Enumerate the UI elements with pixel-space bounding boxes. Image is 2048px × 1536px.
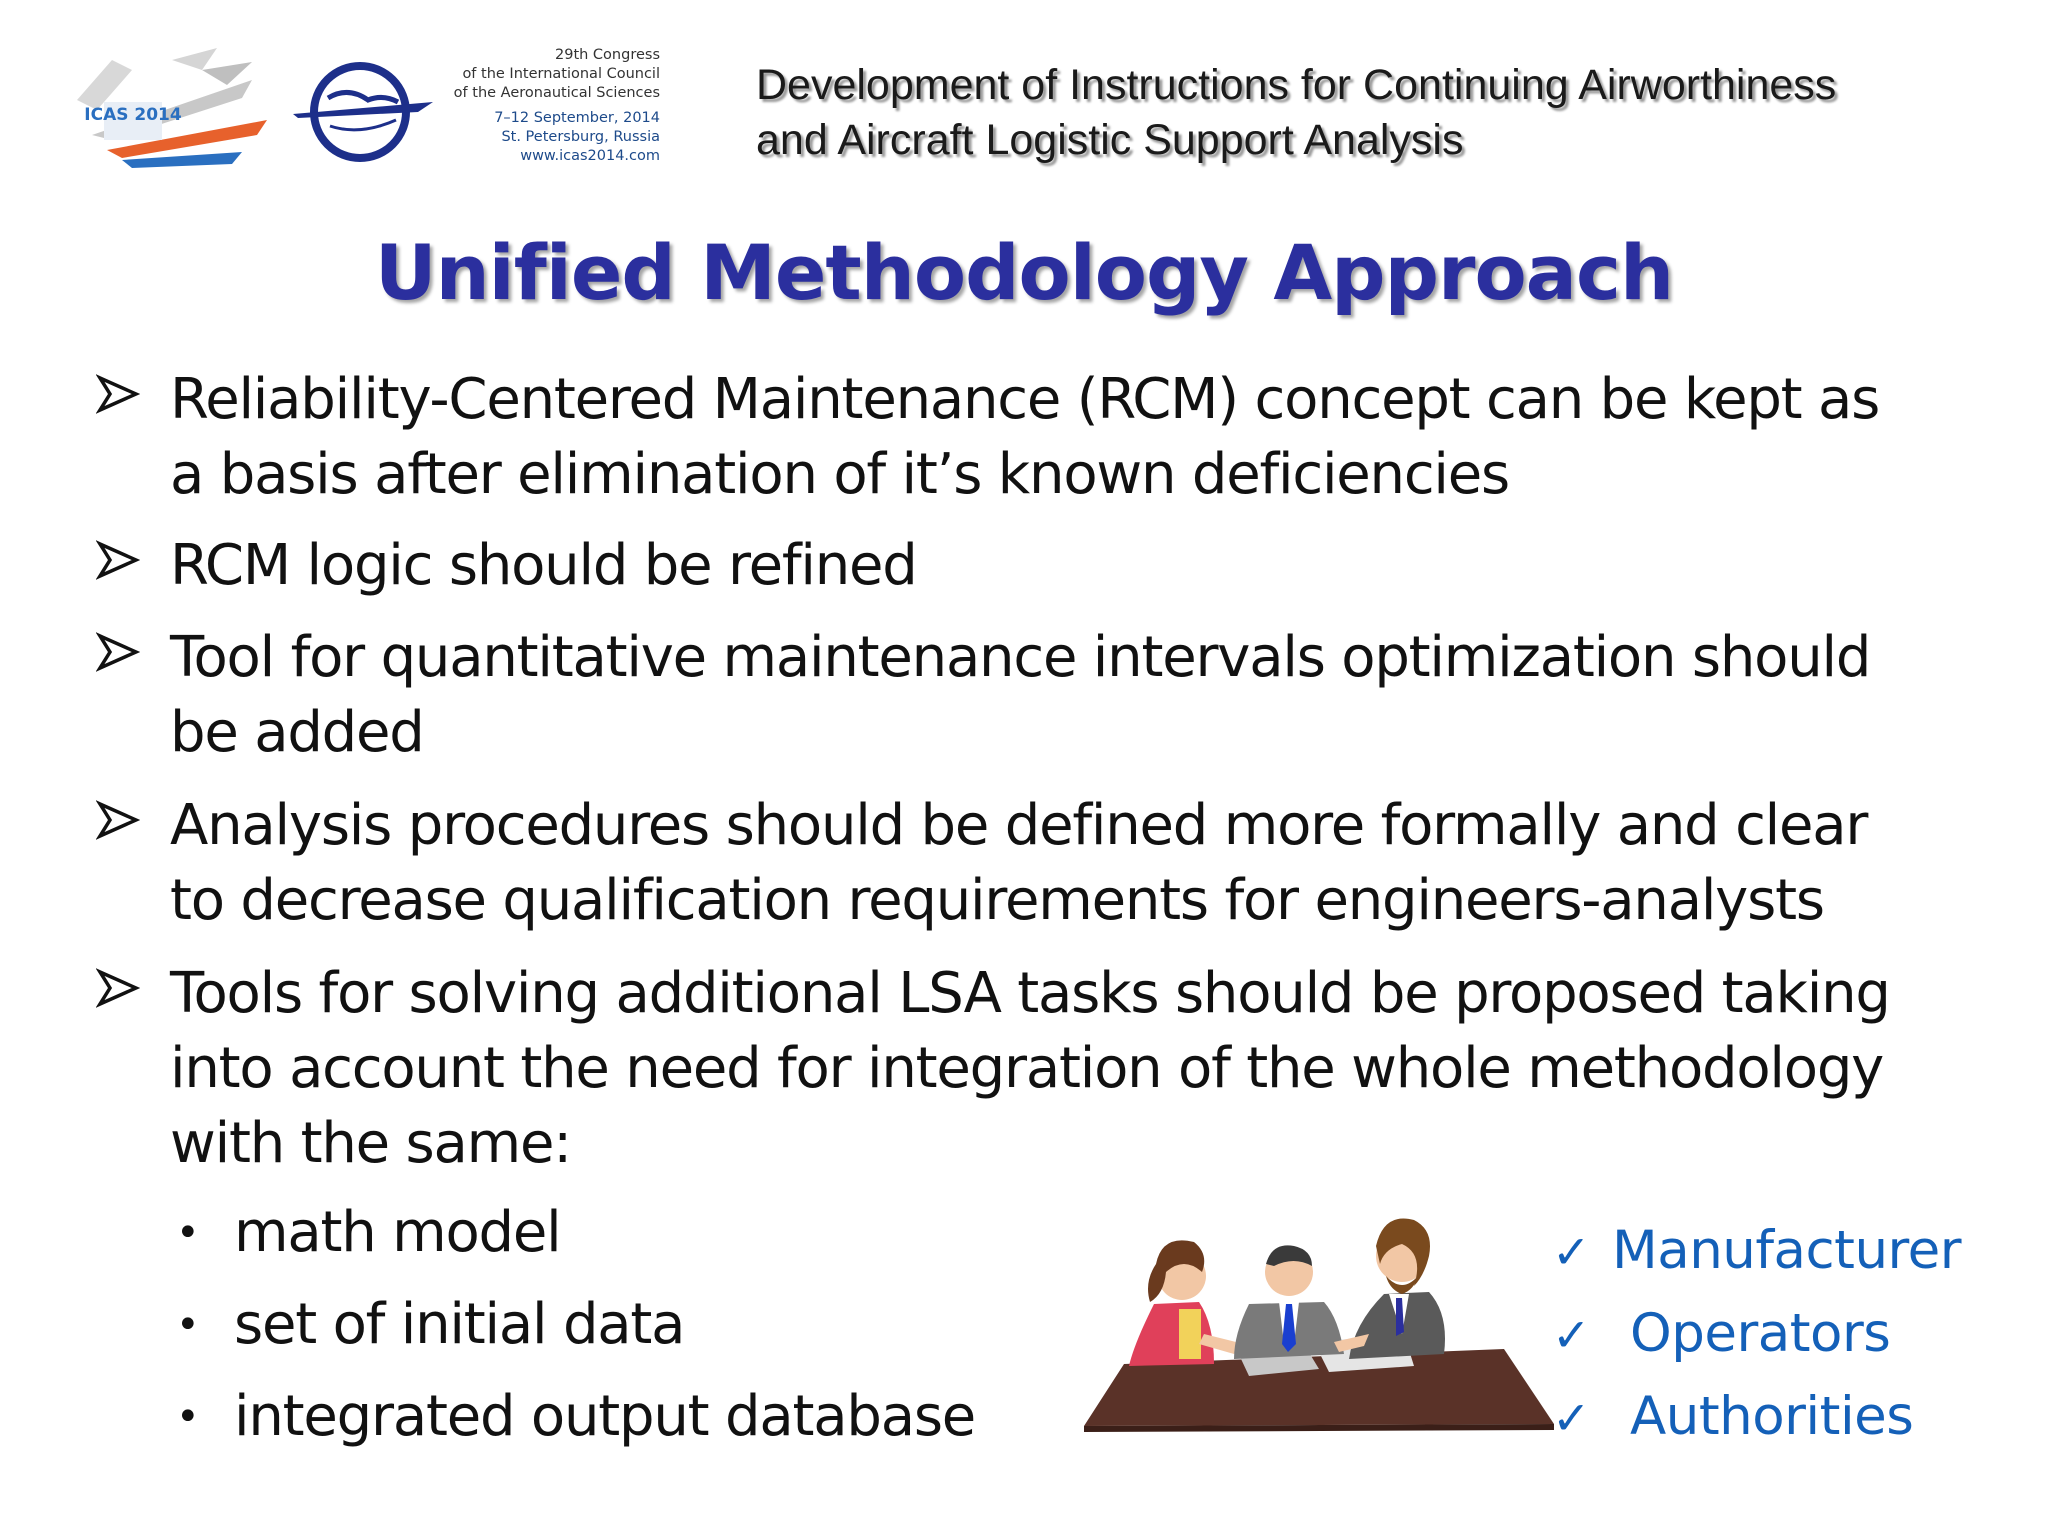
header-title-line2: and Aircraft Logistic Support Analysis xyxy=(756,116,1464,164)
congress-line: of the Aeronautical Sciences xyxy=(453,85,660,101)
dot-bullet-icon: • xyxy=(176,1210,199,1256)
arrow-bullet-icon xyxy=(96,372,140,416)
header-title-line1: Development of Instructions for Continuing Airworthiness xyxy=(756,61,1837,109)
stakeholder-label: Operators xyxy=(1630,1303,1891,1364)
stakeholder-label: Manufacturer xyxy=(1612,1220,1962,1281)
business-meeting-clipart xyxy=(1084,1194,1554,1434)
bullet-text-line: RCM logic should be refined xyxy=(170,533,917,598)
congress-info xyxy=(440,46,660,166)
bullet-text-line: a basis after elimination of it’s known deficiencies xyxy=(170,442,1510,507)
arrow-bullet-icon xyxy=(96,966,140,1010)
sub-bullet-text: set of initial data xyxy=(234,1292,685,1357)
ahk-emblem-logo xyxy=(288,56,438,166)
header-title xyxy=(756,58,1836,168)
icas-logo-text: ICAS 2014 xyxy=(84,105,182,125)
bullet-text-line: with the same: xyxy=(170,1111,571,1176)
congress-dates: 7–12 September, 2014 xyxy=(494,110,660,126)
sub-bullet-text: integrated output database xyxy=(234,1384,976,1449)
bullet-text-line: be added xyxy=(170,700,424,765)
slide-title: Unified Methodology Approach xyxy=(374,228,1674,317)
congress-website: www.icas2014.com xyxy=(520,148,660,164)
arrow-bullet-icon xyxy=(96,538,140,582)
stakeholder-item xyxy=(1552,1303,1890,1364)
icas-2014-logo xyxy=(52,40,272,170)
arrow-bullet-icon xyxy=(96,798,140,842)
bullet-text-line: Analysis procedures should be defined more formally and clear xyxy=(170,793,1868,858)
dot-bullet-icon: • xyxy=(176,1302,199,1348)
stakeholder-item xyxy=(1552,1386,1913,1447)
stakeholder-item xyxy=(1552,1220,1961,1281)
congress-line: 29th Congress xyxy=(555,47,660,63)
bullet-text-line: Tool for quantitative maintenance intervals optimization should xyxy=(170,625,1871,690)
bullet-text-line: Reliability-Centered Maintenance (RCM) concept can be kept as xyxy=(170,367,1880,432)
sub-bullet-text: math model xyxy=(234,1200,561,1265)
dot-bullet-icon: • xyxy=(176,1394,199,1440)
checkmark-icon: ✓ xyxy=(1552,1308,1591,1362)
stakeholder-label: Authorities xyxy=(1630,1386,1914,1447)
checkmark-icon: ✓ xyxy=(1552,1391,1591,1445)
bullet-text-line: into account the need for integration of the whole methodology xyxy=(170,1036,1884,1101)
congress-location: St. Petersburg, Russia xyxy=(501,129,660,145)
bullet-text-line: to decrease qualification requirements for engineers-analysts xyxy=(170,868,1824,933)
arrow-bullet-icon xyxy=(96,630,140,674)
checkmark-icon: ✓ xyxy=(1552,1225,1591,1279)
bullet-text-line: Tools for solving additional LSA tasks should be proposed taking xyxy=(170,961,1890,1026)
congress-line: of the International Council xyxy=(462,66,660,82)
